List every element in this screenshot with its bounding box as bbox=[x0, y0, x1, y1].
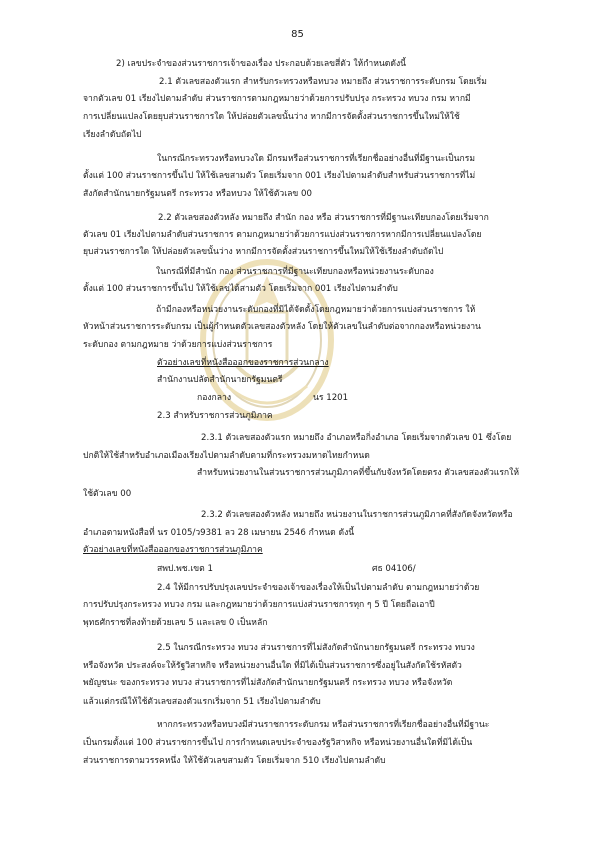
text-line: ระดับกอง ตามกฎหมาย ว่าด้วยการแบ่งส่วนราชการ bbox=[83, 340, 273, 350]
text-line: พยัญชนะ ของกระทรวง ทบวง ส่วนราชการที่ไม่สังกัดสำนักนายกรัฐมนตรี กระทรวง ทบวง หรือจังหวัด bbox=[83, 678, 453, 688]
text-line: การเปลี่ยนแปลงโดยยุบส่วนราชการใด ให้ปล่อยตัวเลขนั้นว่าง หากมีการจัดตั้งส่วนราชการขึ้นใหม่ให้ใช้ bbox=[83, 112, 460, 122]
text-line: อำเภอตามหนังสือที่ นร 0105/ว9381 ลว 28 เมษายน 2546 กำหนด ดังนี้ bbox=[83, 528, 355, 538]
text-line: ถ้ามีกองหรือหน่วยงานระดับกองที่มิได้จัดตั้งโดยกฎหมายว่าด้วยการแบ่งส่วนราชการ ให้ bbox=[156, 305, 476, 315]
section-heading: 2.3 สำหรับราชการส่วนภูมิภาค bbox=[157, 411, 273, 421]
text-line: 2.4 ให้มีการปรับปรุงเลขประจำของเจ้าของเรื่องให้เป็นไปตามลำดับ ตามกฎหมายว่าด้วย bbox=[157, 583, 480, 593]
text-line: หรือจังหวัด ประสงค์จะให้รัฐวิสาหกิจ หรือหน่วยงานอื่นใด ที่มิได้เป็นส่วนราชการซึ่งอยู่ในสังกัดใช้รหัสตัว bbox=[83, 661, 462, 671]
text-line: ส่วนราชการตามวรรคหนึ่ง ให้ใช้ตัวเลขสามตัว โดยเริ่มจาก 510 เรียงไปตามลำดับ bbox=[83, 756, 386, 766]
text-line: กองกลาง bbox=[197, 393, 232, 403]
text-line: หากกระทรวงหรือทบวงมีส่วนราชการระดับกรม หรือส่วนราชการที่เรียกชื่ออย่างอื่นที่มีฐานะ bbox=[157, 720, 490, 730]
text-line: ตั้งแต่ 100 ส่วนราชการขึ้นไป ให้ใช้เลขได้สามตัว โดยเริ่มจาก 001 เรียงไปตามลำดับ bbox=[83, 284, 398, 294]
text-line: สำหรับหน่วยงานในส่วนราชการส่วนภูมิภาคที่ขึ้นกับจังหวัดโดยตรง ตัวเลขสองตัวแรกให้ bbox=[197, 468, 519, 478]
text-line: จากตัวเลข 01 เรียงไปตามลำดับ ส่วนราชการตามกฎหมายว่าด้วยการปรับปรุง กระทรวง ทบวง กรม หากมี bbox=[83, 94, 471, 104]
page-number: 85 bbox=[291, 29, 304, 40]
text-line: เรียงลำดับถัดไป bbox=[83, 130, 142, 140]
text-line: การปรับปรุงกระทรวง ทบวง กรม และกฎหมายว่าด้วยการแบ่งส่วนราชการทุก ๆ 5 ปี โดยถือเอาปี bbox=[83, 600, 435, 610]
text-line: 2.1 ตัวเลขสองตัวแรก สำหรับกระทรวงหรือทบวง หมายถึง ส่วนราชการระดับกรม โดยเริ่ม bbox=[159, 77, 487, 87]
text-line: พุทธศักราชที่ลงท้ายด้วยเลข 5 และเลข 0 เป็นหลัก bbox=[83, 618, 268, 628]
example-heading: ตัวอย่างเลขที่หนังสือออกของราชการส่วนกลาง bbox=[157, 358, 329, 368]
text-line: เป็นกรมตั้งแต่ 100 ส่วนราชการขึ้นไป การกำหนดเลขประจำของรัฐวิสาหกิจ หรือหน่วยงานอื่นใดที่มิได้เป็น bbox=[83, 738, 473, 748]
text-line: ยุบส่วนราชการใด ให้ปล่อยตัวเลขนั้นว่าง หากมีการจัดตั้งส่วนราชการขึ้นใหม่ให้ใช้เรียงลำดับถัดไป bbox=[83, 247, 444, 257]
text-line: ในกรณีที่มีสำนัก กอง ส่วนราชการที่มีฐานะเทียบกองหรือหน่วยงานระดับกอง bbox=[156, 267, 434, 277]
text-line: 2.3.2 ตัวเลขสองตัวหลัง หมายถึง หน่วยงานในราชการส่วนภูมิภาคที่สังกัดจังหวัดหรือ bbox=[201, 510, 513, 520]
text-line: ใช้ตัวเลข 00 bbox=[83, 489, 132, 499]
text-line: สพป.พช.เขต 1 bbox=[157, 564, 213, 574]
text-line: ตัวเลข 01 เรียงไปตามลำดับส่วนราชการ ตามกฎหมายว่าด้วยการแบ่งส่วนราชการหากมีการเปลี่ยนแปลงโดย bbox=[83, 230, 482, 240]
text-line: 2) เลขประจำของส่วนราชการเจ้าของเรื่อง ประกอบด้วยเลขสี่ตัว ให้กำหนดดังนี้ bbox=[116, 59, 407, 69]
code-value: ศธ 04106/ bbox=[372, 564, 416, 574]
text-line: 2.5 ในกรณีกระทรวง ทบวง ส่วนราชการที่ไม่สังกัดสำนักนายกรัฐมนตรี กระทรวง ทบวง bbox=[157, 643, 475, 653]
text-line: ในกรณีกระทรวงหรือทบวงใด มีกรมหรือส่วนราชการที่เรียกชื่ออย่างอื่นที่มีฐานะเป็นกรม bbox=[157, 154, 475, 164]
example-heading: ตัวอย่างเลขที่หนังสือออกของราชการส่วนภูมิภาค bbox=[83, 545, 263, 555]
text-line: ปกติให้ใช้สำหรับอำเภอเมืองเรียงไปตามลำดับตามที่กระทรวงมหาดไทยกำหนด bbox=[83, 451, 370, 461]
text-line: 2.3.1 ตัวเลขสองตัวแรก หมายถึง อำเภอหรือกิ่งอำเภอ โดยเริ่มจากตัวเลข 01 ซึ่งโดย bbox=[201, 433, 512, 443]
text-line: 2.2 ตัวเลขสองตัวหลัง หมายถึง สำนัก กอง หรือ ส่วนราชการที่มีฐานะเทียบกองโดยเริ่มจาก bbox=[158, 213, 489, 223]
text-line: สังกัดสำนักนายกรัฐมนตรี กระทรวง หรือทบวง ให้ใช้ตัวเลข 00 bbox=[83, 189, 312, 199]
text-line: หัวหน้าส่วนราชการระดับกรม เป็นผู้กำหนดตัวเลขสองตัวหลัง โดยให้ตัวเลขในลำดับต่อจากกองหรือหน่วยงาน bbox=[83, 322, 481, 332]
text-line: แล้วแต่กรณีให้ใช้ตัวเลขสองตัวแรกเริ่มจาก 51 เรียงไปตามลำดับ bbox=[83, 697, 321, 707]
text-line: สำนักงานปลัดสำนักนายกรัฐมนตรี bbox=[157, 375, 283, 385]
code-value: นร 1201 bbox=[313, 393, 349, 403]
text-line: ตั้งแต่ 100 ส่วนราชการขึ้นไป ให้ใช้เลขสามตัว โดยเริ่มจาก 001 เรียงไปตามลำดับสำหรับส่วนราชการที่ไม่ bbox=[83, 171, 476, 181]
